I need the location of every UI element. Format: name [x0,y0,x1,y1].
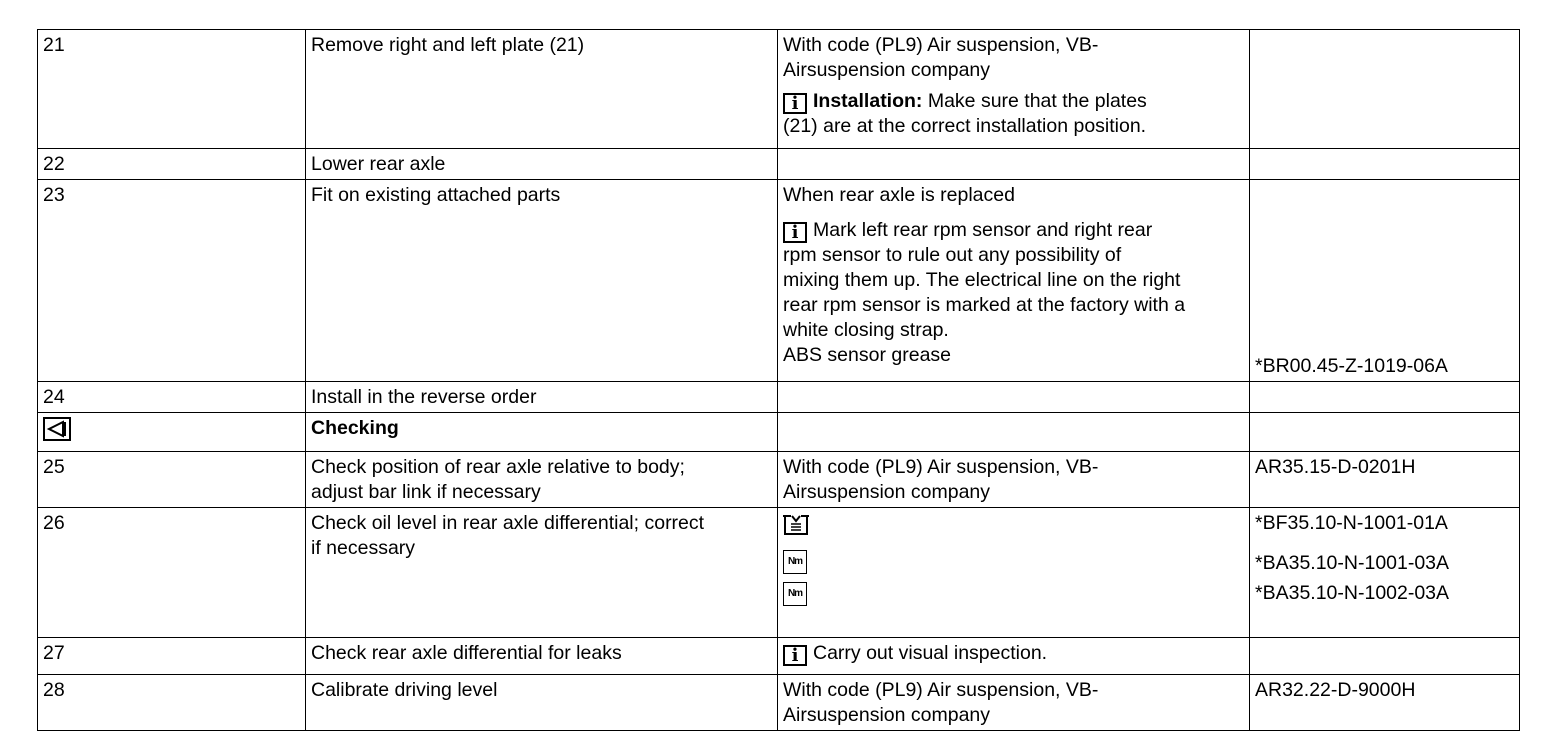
grease-label: ABS sensor grease [783,344,952,366]
note-line: Mark left rear rpm sensor and right rear [813,219,1153,241]
condition-line: Airsuspension company [783,704,991,726]
step-condition [778,452,1250,508]
condition-line: Airsuspension company [783,481,991,503]
table-row [38,149,1520,180]
step-action: Remove right and left plate (21) [306,30,778,149]
reference-code: *BF35.10-N-1001-01A [1255,512,1448,534]
note-line: rpm sensor to rule out any possibility of [783,244,1122,266]
condition-line: When rear axle is replaced [783,184,1015,206]
step-action: Install in the reverse order [306,382,778,413]
table-row [38,675,1520,731]
note-text [783,218,1244,243]
step-condition [778,508,1250,638]
note-text [783,641,1244,666]
action-line: if necessary [311,537,416,559]
step-condition [778,675,1250,731]
step-action: Lower rear axle [306,149,778,180]
torque-nm-icon: Nm [783,582,807,606]
info-icon: i [783,645,807,666]
table-row [38,638,1520,675]
step-number: 24 [38,382,306,413]
condition-line: With code (PL9) Air suspension, VB- [783,34,1099,56]
table-row [38,382,1520,413]
info-icon: i [783,93,807,114]
oil-fill-icon [783,512,809,536]
table-row [38,30,1520,149]
installation-note [783,89,1244,114]
step-reference: AR32.22-D-9000H [1250,675,1520,731]
step-reference: AR35.15-D-0201H [1250,452,1520,508]
step-reference [1250,382,1520,413]
step-condition [778,413,1250,452]
step-condition [778,149,1250,180]
step-number: 22 [38,149,306,180]
step-action: Fit on existing attached parts [306,180,778,382]
step-reference [1250,638,1520,675]
step-reference [1250,413,1520,452]
note-line: rear rpm sensor is marked at the factory with a [783,294,1186,316]
step-reference [1250,508,1520,638]
table-row [38,180,1520,382]
step-number: 26 [38,508,306,638]
step-action: Check rear axle differential for leaks [306,638,778,675]
reference-code: *BA35.10-N-1002-03A [1255,582,1450,604]
note-line: Carry out visual inspection. [813,642,1048,664]
step-condition [778,638,1250,675]
action-line: Check position of rear axle relative to body; [311,456,685,478]
condition-line: Airsuspension company [783,59,991,81]
back-arrow-icon [43,417,71,441]
note-line: white closing strap. [783,319,949,341]
action-line: adjust bar link if necessary [311,481,541,503]
step-number: 27 [38,638,306,675]
procedure-table [37,29,1520,731]
step-condition [778,382,1250,413]
condition-line: With code (PL9) Air suspension, VB- [783,456,1099,478]
note-label: Installation: [813,90,923,112]
reference-code: *BA35.10-N-1001-03A [1255,552,1450,574]
section-icon-cell [38,413,306,452]
step-condition [778,180,1250,382]
step-action [306,508,778,638]
section-title: Checking [306,413,778,452]
section-header-row [38,413,1520,452]
step-number: 21 [38,30,306,149]
note-text: Make sure that the plates [922,90,1147,112]
step-action: Calibrate driving level [306,675,778,731]
note-text: (21) are at the correct installation position. [783,115,1147,137]
step-reference [1250,30,1520,149]
step-action [306,452,778,508]
step-number: 28 [38,675,306,731]
step-condition [778,30,1250,149]
action-line: Check oil level in rear axle differential; correct [311,512,705,534]
table-row [38,508,1520,638]
info-icon: i [783,222,807,243]
condition-line: With code (PL9) Air suspension, VB- [783,679,1099,701]
torque-nm-icon: Nm [783,550,807,574]
step-number: 23 [38,180,306,382]
note-line: mixing them up. The electrical line on the right [783,269,1181,291]
step-reference: *BR00.45-Z-1019-06A [1250,180,1520,382]
table-row [38,452,1520,508]
step-number: 25 [38,452,306,508]
step-reference [1250,149,1520,180]
